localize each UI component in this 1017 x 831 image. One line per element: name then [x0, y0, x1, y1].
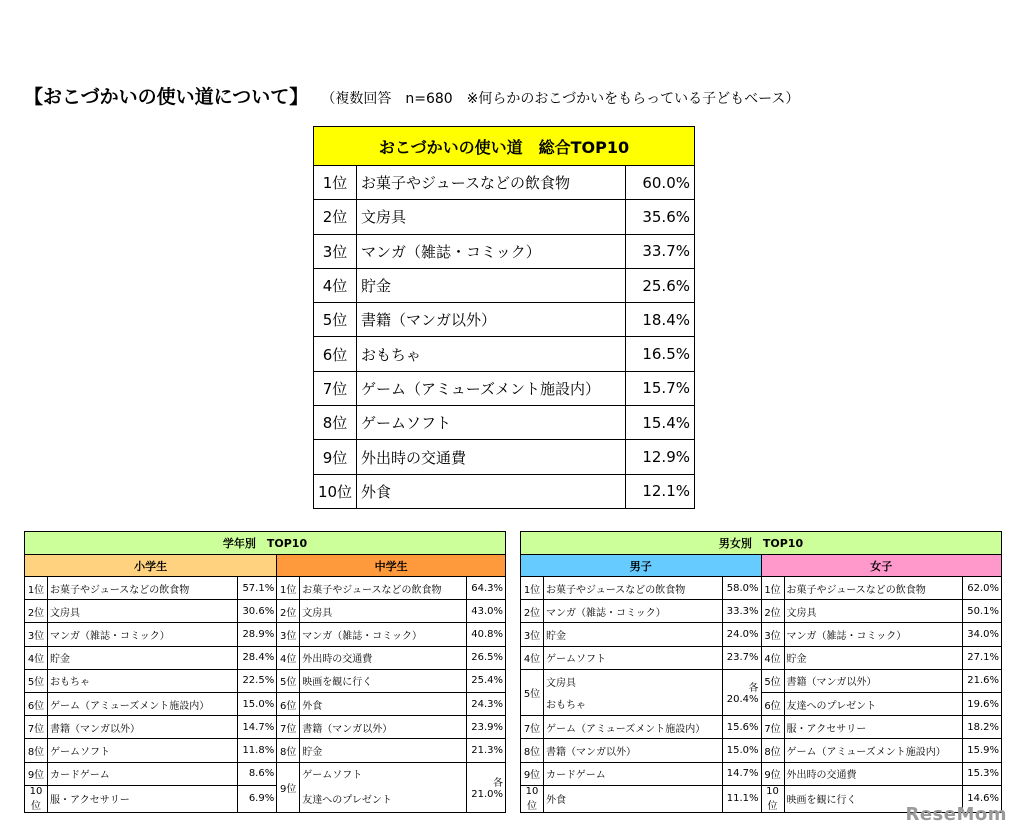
rank-cell: 5位 — [314, 303, 357, 337]
grade-table-header: 学年別 TOP10 — [25, 532, 506, 555]
rank-cell: 7位 — [25, 716, 48, 739]
overall-table-header: おこづかいの使い道 総合TOP10 — [314, 127, 695, 166]
rank-cell: 2位 — [277, 600, 300, 623]
rank-cell: 9位 — [314, 440, 357, 474]
table-row — [25, 577, 506, 600]
rank-cell: 7位 — [314, 371, 357, 405]
rank-cell: 3位 — [761, 623, 784, 646]
item-cell: 外食 — [544, 785, 723, 812]
percent-cell: 40.8% — [467, 623, 506, 646]
table-row — [25, 692, 506, 715]
item-cell: 書籍（マンガ以外） — [300, 716, 467, 739]
percent-cell: 23.9% — [467, 716, 506, 739]
percent-cell: 60.0% — [626, 166, 695, 200]
percent-cell: 43.0% — [467, 600, 506, 623]
item-cell: おもちゃ — [544, 692, 723, 715]
gender-top10-table — [520, 531, 1002, 813]
percent-cell: 28.4% — [238, 646, 277, 669]
percent-cell: 18.4% — [626, 303, 695, 337]
item-cell: ゲーム（アミューズメント施設内） — [48, 692, 238, 715]
rank-cell: 2位 — [314, 200, 357, 234]
table-row — [521, 646, 1002, 669]
grade-top10-table — [24, 531, 506, 813]
rank-cell: 10位 — [314, 474, 357, 508]
item-cell: 外食 — [300, 692, 467, 715]
rank-cell: 9位 — [277, 762, 300, 812]
rank-cell: 9位 — [761, 762, 784, 785]
rank-cell: 6位 — [25, 692, 48, 715]
percent-cell: 15.3% — [963, 762, 1002, 785]
percent-cell: 50.1% — [963, 600, 1002, 623]
rank-cell: 1位 — [25, 577, 48, 600]
table-row — [314, 234, 695, 268]
item-cell: 文房具 — [357, 200, 626, 234]
percent-cell: 15.4% — [626, 406, 695, 440]
rank-cell: 2位 — [761, 600, 784, 623]
item-cell: お菓子やジュースなどの飲食物 — [300, 577, 467, 600]
percent-cell: 各21.0% — [467, 762, 506, 812]
table-row — [314, 337, 695, 371]
rank-cell: 7位 — [521, 716, 544, 739]
percent-cell: 24.3% — [467, 692, 506, 715]
overall-top10-table — [313, 126, 695, 509]
item-cell: 文房具 — [544, 669, 723, 692]
item-cell: マンガ（雑誌・コミック） — [784, 623, 963, 646]
item-cell: おもちゃ — [357, 337, 626, 371]
percent-cell: 58.0% — [722, 577, 761, 600]
percent-cell: 33.7% — [626, 234, 695, 268]
percent-cell: 23.7% — [722, 646, 761, 669]
table-row — [314, 474, 695, 508]
table-row — [25, 716, 506, 739]
table-row — [25, 669, 506, 692]
rank-cell: 5位 — [277, 669, 300, 692]
item-cell: お菓子やジュースなどの飲食物 — [784, 577, 963, 600]
percent-cell: 21.6% — [963, 669, 1002, 692]
percent-cell: 12.9% — [626, 440, 695, 474]
rank-cell: 9位 — [25, 762, 48, 785]
table-row — [25, 739, 506, 762]
item-cell: マンガ（雑誌・コミック） — [300, 623, 467, 646]
percent-cell: 25.6% — [626, 268, 695, 302]
rank-cell: 4位 — [314, 268, 357, 302]
page-title — [24, 82, 799, 109]
item-cell: 貯金 — [357, 268, 626, 302]
item-cell: 貯金 — [544, 623, 723, 646]
percent-cell: 27.1% — [963, 646, 1002, 669]
rank-cell: 2位 — [521, 600, 544, 623]
item-cell: 文房具 — [48, 600, 238, 623]
item-cell: ゲームソフト — [300, 762, 467, 785]
percent-cell: 15.9% — [963, 739, 1002, 762]
table-row — [521, 577, 1002, 600]
title-main: 【おこづかいの使い道について】 — [24, 86, 309, 108]
percent-cell: 24.0% — [722, 623, 761, 646]
item-cell: お菓子やジュースなどの飲食物 — [48, 577, 238, 600]
item-cell: カードゲーム — [48, 762, 238, 785]
table-row — [314, 440, 695, 474]
table-row — [25, 785, 506, 812]
item-cell: 映画を観に行く — [784, 785, 963, 812]
item-cell: 貯金 — [784, 646, 963, 669]
item-cell: ゲーム（アミューズメント施設内） — [784, 739, 963, 762]
rank-cell: 4位 — [521, 646, 544, 669]
percent-cell: 22.5% — [238, 669, 277, 692]
table-row — [314, 268, 695, 302]
rank-cell: 7位 — [277, 716, 300, 739]
item-cell: 貯金 — [48, 646, 238, 669]
rank-cell: 6位 — [761, 692, 784, 715]
percent-cell: 8.6% — [238, 762, 277, 785]
item-cell: マンガ（雑誌・コミック） — [544, 600, 723, 623]
percent-cell: 15.6% — [722, 716, 761, 739]
percent-cell: 15.7% — [626, 371, 695, 405]
item-cell: 服・アクセサリー — [784, 716, 963, 739]
item-cell: マンガ（雑誌・コミック） — [48, 623, 238, 646]
table-row — [25, 646, 506, 669]
rank-cell: 7位 — [761, 716, 784, 739]
percent-cell: 26.5% — [467, 646, 506, 669]
percent-cell: 14.7% — [238, 716, 277, 739]
percent-cell: 18.2% — [963, 716, 1002, 739]
rank-cell: 5位 — [761, 669, 784, 692]
percent-cell: 64.3% — [467, 577, 506, 600]
table-row — [521, 692, 1002, 715]
item-cell: マンガ（雑誌・コミック） — [357, 234, 626, 268]
item-cell: お菓子やジュースなどの飲食物 — [357, 166, 626, 200]
item-cell: 書籍（マンガ以外） — [357, 303, 626, 337]
item-cell: 友達へのプレゼント — [784, 692, 963, 715]
item-cell: 映画を観に行く — [300, 669, 467, 692]
percent-cell: 14.6% — [963, 785, 1002, 812]
rank-cell: 4位 — [25, 646, 48, 669]
percent-cell: 14.7% — [722, 762, 761, 785]
percent-cell: 62.0% — [963, 577, 1002, 600]
rank-cell: 6位 — [314, 337, 357, 371]
item-cell: ゲームソフト — [357, 406, 626, 440]
percent-cell: 16.5% — [626, 337, 695, 371]
percent-cell: 11.1% — [722, 785, 761, 812]
rank-cell: 2位 — [25, 600, 48, 623]
table-row — [25, 600, 506, 623]
rank-cell: 4位 — [761, 646, 784, 669]
item-cell: 文房具 — [300, 600, 467, 623]
table-row — [314, 200, 695, 234]
rank-cell: 8位 — [314, 406, 357, 440]
rank-cell: 10位 — [25, 785, 48, 812]
percent-cell: 15.0% — [722, 739, 761, 762]
item-cell: 貯金 — [300, 739, 467, 762]
table-row — [521, 762, 1002, 785]
rank-cell: 1位 — [277, 577, 300, 600]
resemom-logo: ReseMom — [905, 804, 1007, 825]
rank-cell: 3位 — [25, 623, 48, 646]
item-cell: 外出時の交通費 — [357, 440, 626, 474]
rank-cell: 1位 — [521, 577, 544, 600]
rank-cell: 8位 — [521, 739, 544, 762]
percent-cell: 35.6% — [626, 200, 695, 234]
percent-cell: 57.1% — [238, 577, 277, 600]
item-cell: 服・アクセサリー — [48, 785, 238, 812]
item-cell: 友達へのプレゼント — [300, 785, 467, 812]
table-row — [314, 166, 695, 200]
rank-cell: 10位 — [521, 785, 544, 812]
item-cell: お菓子やジュースなどの飲食物 — [544, 577, 723, 600]
item-cell: 外出時の交通費 — [784, 762, 963, 785]
rank-cell: 5位 — [521, 669, 544, 715]
item-cell: 書籍（マンガ以外） — [48, 716, 238, 739]
rank-cell: 10位 — [761, 785, 784, 812]
rank-cell: 1位 — [761, 577, 784, 600]
rank-cell: 1位 — [314, 166, 357, 200]
percent-cell: 30.6% — [238, 600, 277, 623]
item-cell: 書籍（マンガ以外） — [544, 739, 723, 762]
girls-header: 女子 — [761, 555, 1002, 577]
title-note: （複数回答 n=680 ※何らかのおこづかいをもらっている子どもベース） — [321, 91, 800, 107]
percent-cell: 6.9% — [238, 785, 277, 812]
percent-cell: 25.4% — [467, 669, 506, 692]
rank-cell: 8位 — [277, 739, 300, 762]
rank-cell: 9位 — [521, 762, 544, 785]
item-cell: ゲームソフト — [544, 646, 723, 669]
rank-cell: 5位 — [25, 669, 48, 692]
percent-cell: 28.9% — [238, 623, 277, 646]
percent-cell: 12.1% — [626, 474, 695, 508]
rank-cell: 4位 — [277, 646, 300, 669]
table-row — [25, 623, 506, 646]
item-cell: 書籍（マンガ以外） — [784, 669, 963, 692]
gender-table-header: 男女別 TOP10 — [521, 532, 1002, 555]
item-cell: 外出時の交通費 — [300, 646, 467, 669]
item-cell: おもちゃ — [48, 669, 238, 692]
table-row — [521, 669, 1002, 692]
elementary-header: 小学生 — [25, 555, 277, 577]
item-cell: ゲーム（アミューズメント施設内） — [544, 716, 723, 739]
table-row — [521, 716, 1002, 739]
table-row — [314, 371, 695, 405]
percent-cell: 19.6% — [963, 692, 1002, 715]
table-row — [25, 762, 506, 785]
item-cell: 文房具 — [784, 600, 963, 623]
percent-cell: 34.0% — [963, 623, 1002, 646]
rank-cell: 8位 — [25, 739, 48, 762]
percent-cell: 15.0% — [238, 692, 277, 715]
rank-cell: 3位 — [314, 234, 357, 268]
boys-header: 男子 — [521, 555, 762, 577]
item-cell: ゲームソフト — [48, 739, 238, 762]
item-cell: ゲーム（アミューズメント施設内） — [357, 371, 626, 405]
table-row — [521, 600, 1002, 623]
rank-cell: 3位 — [277, 623, 300, 646]
percent-cell: 21.3% — [467, 739, 506, 762]
table-row — [314, 406, 695, 440]
table-row — [521, 739, 1002, 762]
percent-cell: 33.3% — [722, 600, 761, 623]
rank-cell: 8位 — [761, 739, 784, 762]
rank-cell: 6位 — [277, 692, 300, 715]
item-cell: 外食 — [357, 474, 626, 508]
table-row — [521, 623, 1002, 646]
junior-high-header: 中学生 — [277, 555, 506, 577]
percent-cell: 11.8% — [238, 739, 277, 762]
item-cell: カードゲーム — [544, 762, 723, 785]
percent-cell: 各20.4% — [722, 669, 761, 715]
table-row — [314, 303, 695, 337]
rank-cell: 3位 — [521, 623, 544, 646]
